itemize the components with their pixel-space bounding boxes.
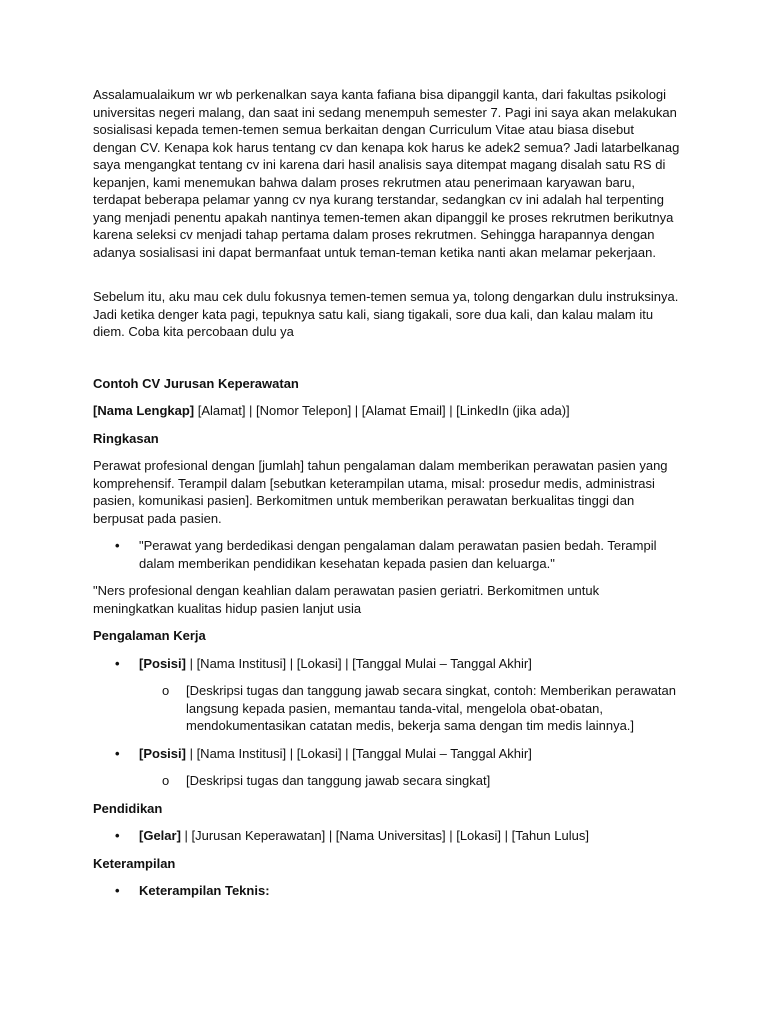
experience-list	[93, 655, 680, 790]
summary-list	[93, 537, 680, 572]
cv-header-contacts: [Alamat] | [Nomor Telepon] | [Alamat Email] | [LinkedIn (jika ada)]	[194, 403, 570, 418]
cv-header-name: [Nama Lengkap]	[93, 403, 195, 418]
experience-details: | [Nama Institusi] | [Lokasi] | [Tanggal Mulai – Tanggal Akhir]	[185, 655, 532, 671]
list-item	[93, 827, 680, 845]
skills-bullet-text: Keterampilan Teknis:	[139, 883, 270, 898]
experience-heading: Pengalaman Kerja	[93, 628, 206, 643]
bullet-icon: •	[115, 745, 120, 761]
bullet-icon: •	[115, 538, 120, 553]
cv-title: Contoh CV Jurusan Keperawatan	[93, 375, 299, 391]
sub-bullet-icon: o	[162, 683, 170, 698]
summary-text: Perawat profesional dengan [jumlah] tahun pengalaman dalam memberikan perawatan pasien yang komprehensif. Terampil dalam [sebutkan keterampilan utama, misal: prosedur medis, administrasi pasien, komunikasi pasien]. Berkomitmen untuk memberikan perawatan berkualitas tinggi dan berpusat pada pasien.	[93, 458, 668, 526]
list-item	[93, 772, 680, 790]
list-item	[93, 882, 680, 900]
intro-paragraph-1: Assalamualaikum wr wb perkenalkan saya kanta fafiana bisa dipanggil kanta, dari fakultas psikologi universitas negeri malang, dan saat ini sedang menempuh semester 7. Pagi ini saya akan melakukan sosialisasi kepada temen-temen semua berkaitan dengan Curriculum Vitae atau biasa disebut dengan CV. Kenapa kok harus tentang cv dan kenapa kok harus ke adek2 semua? Jadi latarbelkanag saya mengangkat tentang cv ini karena dari hasil analisis saya ditempat magang disalah satu RS di kepanjen, kami menemukan bahwa dalam proses rekrutmen atau penerimaan karyawan baru, terdapat beberapa pelamar yanng cv nya kurang terstandar, sedangkan cv ini adalah hal terpenting yang menjadi penentu apakah nantinya temen-temen akan dipanggil ke proses rekrutmen berikutnya karena seleksi cv menjadi tahap pertama dalam proses rekrutmen. Sehingga harapannya dengan adanya sosialisasi ini dapat bermanfaat untuk teman-teman ketika nanti akan melamar pekerjaan.	[93, 87, 680, 260]
cv-header-line	[93, 402, 680, 420]
summary-heading: Ringkasan	[93, 430, 159, 446]
education-degree: [Gelar]	[139, 828, 181, 843]
sub-bullet-icon: o	[162, 773, 170, 788]
summary-extra: "Ners profesional dengan keahlian dalam perawatan pasien geriatri. Berkomitmen untuk meningkatkan kualitas hidup pasien lanjut usia	[93, 583, 600, 616]
list-item	[93, 655, 680, 673]
summary-bullet-text: "Perawat yang berdedikasi dengan pengalaman dalam perawatan pasien bedah. Terampil dalam memberikan pendidikan kesehatan kepada pasien dan keluarga."	[139, 538, 657, 571]
experience-position: [Posisi]	[139, 655, 186, 671]
bullet-icon: •	[115, 828, 120, 843]
skills-list	[93, 882, 680, 900]
experience-description: [Deskripsi tugas dan tanggung jawab secara singkat]	[186, 773, 491, 788]
intro-paragraph-2: Sebelum itu, aku mau cek dulu fokusnya temen-temen semua ya, tolong dengarkan dulu instruksinya. Jadi ketika denger kata pagi, tepuknya satu kali, siang tigakali, sore dua kali, dan kalau malam itu diem. Coba kita percobaan dulu ya	[93, 289, 679, 339]
experience-details: | [Nama Institusi] | [Lokasi] | [Tanggal Mulai – Tanggal Akhir]	[185, 745, 532, 761]
education-heading: Pendidikan	[93, 800, 163, 816]
bullet-icon: •	[115, 655, 120, 671]
education-list	[93, 827, 680, 845]
list-item	[93, 745, 680, 763]
list-item	[93, 537, 680, 572]
list-item	[93, 682, 680, 735]
education-details: | [Jurusan Keperawatan] | [Nama Universitas] | [Lokasi] | [Tahun Lulus]	[180, 828, 589, 843]
experience-position: [Posisi]	[139, 745, 186, 761]
skills-heading: Keterampilan	[93, 855, 176, 871]
bullet-icon: •	[115, 883, 120, 898]
experience-description: [Deskripsi tugas dan tanggung jawab secara singkat, contoh: Memberikan perawatan langsung kepada pasien, memantau tanda-vital, mengelola obat-obatan, mendokumentasikan catatan medis, bekerja sama dengan tim medis lainnya.]	[186, 683, 676, 733]
